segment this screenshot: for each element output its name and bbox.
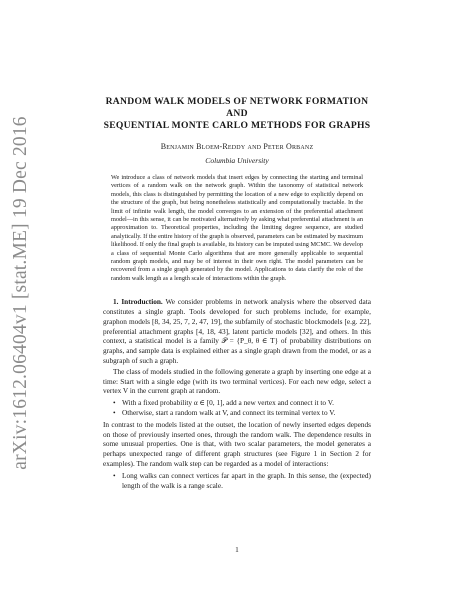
paper-page bbox=[103, 96, 371, 492]
bullet-icon: • bbox=[113, 398, 116, 408]
title-line-1: RANDOM WALK MODELS OF NETWORK FORMATION AND bbox=[105, 96, 369, 119]
intro-paragraph-2: The class of models studied in the following generate a graph by inserting one edge at a time: Start with a single edge (with its two terminal vertices). For each new edge, select a vertex V in the current graph at random. bbox=[103, 366, 371, 396]
list-item-text: Otherwise, start a random walk at V, and connect its terminal vertex to V. bbox=[122, 408, 336, 418]
intro-paragraph-1 bbox=[103, 297, 371, 366]
paper-title bbox=[103, 96, 371, 132]
introduction-section bbox=[103, 297, 371, 490]
section-heading: 1. Introduction. bbox=[113, 297, 163, 307]
list-item bbox=[113, 471, 371, 491]
bullet-icon: • bbox=[113, 470, 116, 480]
affiliation: Columbia University bbox=[205, 156, 269, 165]
list-item bbox=[113, 398, 371, 408]
page-number: 1 bbox=[235, 545, 239, 554]
interactions-list bbox=[113, 471, 371, 491]
list-item bbox=[113, 408, 371, 418]
authors: Benjamin Bloem-Reddy and Peter Orbanz bbox=[160, 142, 314, 151]
title-line-2: SEQUENTIAL MONTE CARLO METHODS FOR GRAPHS bbox=[103, 120, 371, 131]
arxiv-id-text: arXiv:1612.06404v1 [stat.ME] 19 Dec 2016 bbox=[10, 116, 31, 470]
intro-paragraph-3: In contrast to the models listed at the outset, the location of newly inserted edges depends on those of previously inserted ones, through the random walk. The dependence results in some unusual properties. One is that, with two scalar parameters, the model generates a perhaps unexpected range of different graph structures (see Figure 1 in Section 2 for examples). The random walk step can be regarded as a model of interactions: bbox=[103, 419, 371, 469]
list-item-text: With a fixed probability α ∈ [0, 1], add a new vertex and connect it to V. bbox=[122, 398, 334, 408]
abstract: We introduce a class of network models that insert edges by connecting the starting and terminal vertices of a random walk on the network graph. Within the taxonomy of statistical network models, this class is distinguished by permitting the location of a new edge to explicitly depend on the structure of the graph, but being nonetheless statistically and computationally tractable. In the limit of infinite walk length, the model converges to an extension of the preferential attachment model—in this sense, it can be motivated alternatively by asking what preferential attachment is an approximation to. Theoretical properties, including the limiting degree sequence, are studied analytically. If the entire history of the graph is observed, parameters can be estimated by maximum likelihood. If only the final graph is available, its history can be imputed using MCMC. We develop a class of sequential Monte Carlo algorithms that are more generally applicable to sequential random graph models, and may be of interest in their own right. The model parameters can be recovered from a single graph generated by the model. Applications to data clarify the role of the random walk length as a length scale of interactions within the graph. bbox=[111, 174, 363, 282]
bullet-icon: • bbox=[113, 408, 116, 418]
list-item-text: Long walks can connect vertices far apart in the graph. In this sense, the (expected) length of the walk is a range scale. bbox=[122, 470, 371, 490]
intro-p1-text: We consider problems in network analysis where the observed data constitutes a single graph. Tools developed for such problems include, for example, graphon models [8, 34, 25, 7, 2, 47, 19], the subfamily of stochastic blockmodels [e.g. 22], preferential attachment graphs [4, 18, 43], latent particle models [32], and others. In this context, a statistical model is a family 𝒫 = {P_θ, θ ∈ T} of probability distributions on graphs, and sample data is explained either as a single graph drawn from the model, or as a subgraph of such a graph. bbox=[103, 297, 371, 366]
model-steps-list bbox=[113, 398, 371, 418]
arxiv-identifier-stamp bbox=[3, 116, 39, 470]
